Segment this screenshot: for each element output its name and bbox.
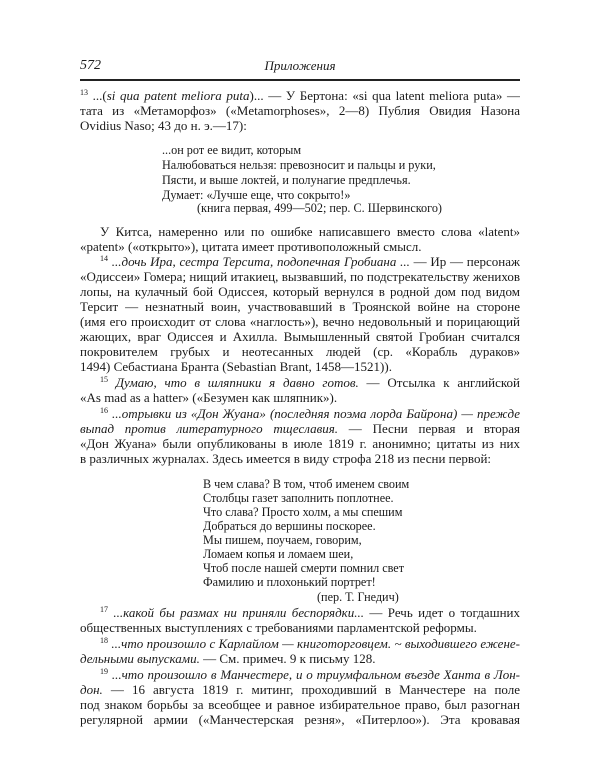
italic-text: Думаю, что в шляпники я давно готов. [108,375,359,390]
text-line [100,375,520,390]
text-segment: )... — У Бертона: «si qua latent meliora puta» — [249,88,520,103]
text-line [80,269,520,284]
running-title: Приложения [264,58,336,73]
text-segment: Думает: «Лучше еще, что сокрыто!» [162,188,351,202]
text-line [100,406,520,421]
text-line [80,451,491,466]
italic-text: ...какой бы размах ни приняли беспорядки... [108,605,364,620]
italic-text: выпад против литературного тщеславия. [80,421,339,436]
verse-line [203,519,376,534]
text-line [80,329,520,344]
text-line [80,359,392,374]
text-segment: покровителем грубых и неотесанных людей (ср. «Корабль дураков» [80,344,520,359]
text-segment: общественных выступлениях с требованиями парламентской реформы. [80,620,477,635]
text-segment: Что слава? Просто холм, а мы спешим [203,505,403,519]
text-segment: — Песни первая и вторая [348,421,520,436]
text-segment: — 16 августа 1819 г. митинг, проходивший в Манчестере на поле [110,682,520,697]
footnote-number: 14 [100,254,108,263]
text-segment: Чтоб после нашей смерти помнил свет [203,561,405,575]
text-line [80,239,422,254]
text-segment: жающих, враг Одиссея и Ахилла. Вымышленный святой Гробиан считался [80,329,520,344]
italic-text: ...что произошло в Манчестере, и о триумфальном въезде Ханта в Лон- [108,667,520,682]
text-segment: Ломаем копья и ломаем шеи, [203,547,354,561]
text-line [80,390,337,405]
text-segment: (книга первая, 499—502; пер. С. Шервинского) [197,201,442,215]
text-segment: ...( [88,88,107,103]
italic-text: дон. [80,682,103,697]
footnote-number: 17 [100,605,108,614]
text-line [80,344,520,359]
verse-line [317,590,399,605]
text-line [80,299,520,314]
verse-line [203,533,362,548]
text-line [80,103,520,118]
italic-text: дельными выпусками. [80,651,200,666]
text-line [80,436,520,451]
text-line [80,314,520,329]
page-number: 572 [80,58,101,73]
text-line [80,697,520,712]
verse-line [162,143,301,158]
text-segment: — Ир — персонаж [409,254,520,269]
text-segment: Пясти, и выше локтей, и полунагие предплечья. [162,173,411,187]
text-line [100,667,520,682]
text-segment: У Китса, намеренно или по ошибке написавшего вместо слова «latent» [100,224,520,239]
text-line [80,421,520,436]
header-rule [80,79,520,81]
text-segment: Столбцы газет заполнить поплотнее. [203,491,394,505]
italic-text: si qua patent meliora puta [106,88,250,103]
verse-line [203,575,376,590]
verse-line [162,173,411,188]
verse-line [203,491,394,506]
verse-line [203,505,402,520]
text-segment: «Дон Жуана» были опубликованы в июле 1819 г. анонимно; цитаты из них [80,436,520,451]
text-segment: «As mad as a hatter» («Безумен как шляпник»). [80,390,338,405]
footnote-number: 19 [100,667,108,676]
text-segment: Фамилию и плохонький портрет! [203,575,376,589]
footnote-number: 18 [100,636,108,645]
text-segment: (пер. Т. Гнедич) [317,590,399,604]
footnote-number: 16 [100,406,108,415]
footnote-number: 13 [80,88,88,97]
text-segment: под знаком борьбы за всеобщее и равное избирательное право, был разогнан [80,697,520,712]
text-segment: регулярной армии («Манчестерская резня», «Питерлоо»). Эта кровавая [80,712,520,727]
italic-text: ...отрывки из «Дон Жуана» (последняя поэма лорда Байрона) — прежде [112,406,520,421]
verse-line [203,561,404,576]
text-segment: (имя его происходит от слова «наглость»), вечно недовольный и порицающий [80,314,520,329]
italic-text: ...дочь Ира, сестра Терсита, подопечная Гробиана ... [108,254,410,269]
text-segment: Добраться до вершины поскорее. [203,519,376,533]
text-line [100,605,520,620]
text-line [80,712,520,727]
verse-line [162,158,436,173]
text-line [80,651,376,666]
text-line [80,284,520,299]
text-segment: 1494) Себастиана Бранта (Sebastian Brant, 1458—1521)). [80,359,392,374]
text-line [80,118,247,133]
text-line [80,682,520,697]
verse-line [197,201,442,216]
text-segment: — Отсылка к английской [366,375,520,390]
text-line [80,620,477,635]
text-segment: в различных журналах. Здесь имеется в виду строфа 218 из песни первой: [80,451,492,466]
text-segment: Налюбоваться нельзя: превозносит и пальцы и руки, [162,158,436,172]
text-segment: — Речь идет о тогдашних [369,605,520,620]
text-segment: «patent» («открыто»), цитата имеет противоположный смысл. [80,239,422,254]
text-line [100,636,520,651]
text-segment: Мы пишем, поучаем, говорим, [203,533,362,547]
verse-line [203,477,409,492]
text-segment: «Одиссеи» Гомера; нищий итакиец, вызвавший, по подстрекательству женихов [80,269,520,284]
italic-text: ...что произошло с Карлайлом — книготорговцем. ~ выходившего еженe- [108,636,520,651]
text-line [100,224,520,239]
text-segment: — См. примеч. 9 к письму 128. [199,651,376,666]
text-segment: ...он рот ее видит, которым [162,143,302,157]
text-segment: Ovidius Naso; 43 до н. э.—17): [80,118,247,133]
text-segment: тата из «Метаморфоз» («Metamorphoses», 2—8) Публия Овидия Назона [80,103,520,118]
text-line [80,88,520,103]
text-line [100,254,520,269]
text-segment: В чем слава? В том, чтоб именем своим [203,477,410,491]
text-segment: Терсит — незнатный воин, участвовавший в Троянской войне на стороне [80,299,520,314]
footnote-number: 15 [100,375,108,384]
text-segment: лопы, на кулачный бой Одиссея, который вернулся в родной дом под видом [80,284,520,299]
verse-line [203,547,353,562]
